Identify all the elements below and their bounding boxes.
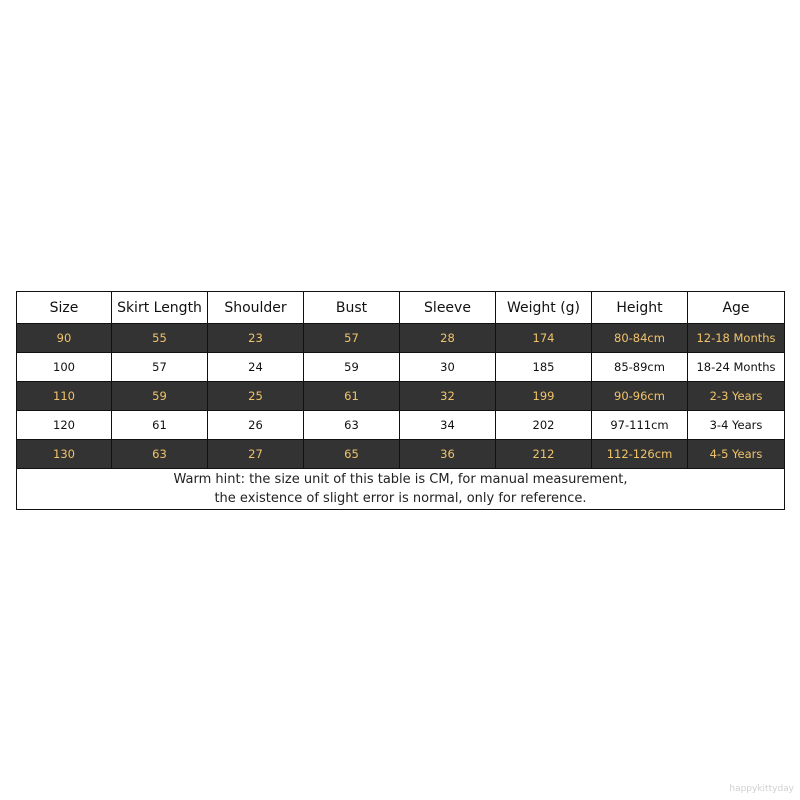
header-weight: Weight (g) <box>496 292 592 324</box>
cell-height: 97-111cm <box>592 411 688 440</box>
header-sleeve: Sleeve <box>400 292 496 324</box>
header-skirt-length: Skirt Length <box>112 292 208 324</box>
cell-shoulder: 26 <box>208 411 304 440</box>
watermark: happykittyday <box>729 784 794 794</box>
cell-weight: 174 <box>496 324 592 353</box>
cell-skirt-length: 63 <box>112 440 208 469</box>
cell-sleeve: 34 <box>400 411 496 440</box>
cell-weight: 202 <box>496 411 592 440</box>
cell-size: 130 <box>17 440 112 469</box>
cell-shoulder: 23 <box>208 324 304 353</box>
cell-sleeve: 32 <box>400 382 496 411</box>
cell-height: 112-126cm <box>592 440 688 469</box>
cell-bust: 65 <box>304 440 400 469</box>
cell-skirt-length: 61 <box>112 411 208 440</box>
cell-height: 90-96cm <box>592 382 688 411</box>
cell-size: 90 <box>17 324 112 353</box>
table-row <box>17 353 785 382</box>
cell-height: 85-89cm <box>592 353 688 382</box>
note-line-2: the existence of slight error is normal, only for reference. <box>214 491 587 506</box>
cell-skirt-length: 59 <box>112 382 208 411</box>
cell-height: 80-84cm <box>592 324 688 353</box>
size-chart-table <box>16 291 785 510</box>
cell-age: 3-4 Years <box>688 411 785 440</box>
cell-age: 18-24 Months <box>688 353 785 382</box>
header-age: Age <box>688 292 785 324</box>
cell-skirt-length: 55 <box>112 324 208 353</box>
cell-shoulder: 27 <box>208 440 304 469</box>
header-size: Size <box>17 292 112 324</box>
table-row <box>17 324 785 353</box>
header-row <box>17 292 785 324</box>
cell-size: 110 <box>17 382 112 411</box>
size-note <box>17 469 785 510</box>
note-line-1: Warm hint: the size unit of this table is CM, for manual measurement, <box>173 472 628 487</box>
cell-bust: 61 <box>304 382 400 411</box>
cell-sleeve: 28 <box>400 324 496 353</box>
cell-bust: 59 <box>304 353 400 382</box>
cell-weight: 185 <box>496 353 592 382</box>
cell-weight: 199 <box>496 382 592 411</box>
table-row <box>17 411 785 440</box>
table-row <box>17 440 785 469</box>
cell-age: 4-5 Years <box>688 440 785 469</box>
header-bust: Bust <box>304 292 400 324</box>
table-row <box>17 382 785 411</box>
header-height: Height <box>592 292 688 324</box>
cell-bust: 57 <box>304 324 400 353</box>
cell-age: 2-3 Years <box>688 382 785 411</box>
note-row <box>17 469 785 510</box>
cell-weight: 212 <box>496 440 592 469</box>
cell-skirt-length: 57 <box>112 353 208 382</box>
cell-size: 100 <box>17 353 112 382</box>
header-shoulder: Shoulder <box>208 292 304 324</box>
cell-bust: 63 <box>304 411 400 440</box>
cell-size: 120 <box>17 411 112 440</box>
cell-shoulder: 24 <box>208 353 304 382</box>
cell-shoulder: 25 <box>208 382 304 411</box>
cell-age: 12-18 Months <box>688 324 785 353</box>
cell-sleeve: 36 <box>400 440 496 469</box>
cell-sleeve: 30 <box>400 353 496 382</box>
